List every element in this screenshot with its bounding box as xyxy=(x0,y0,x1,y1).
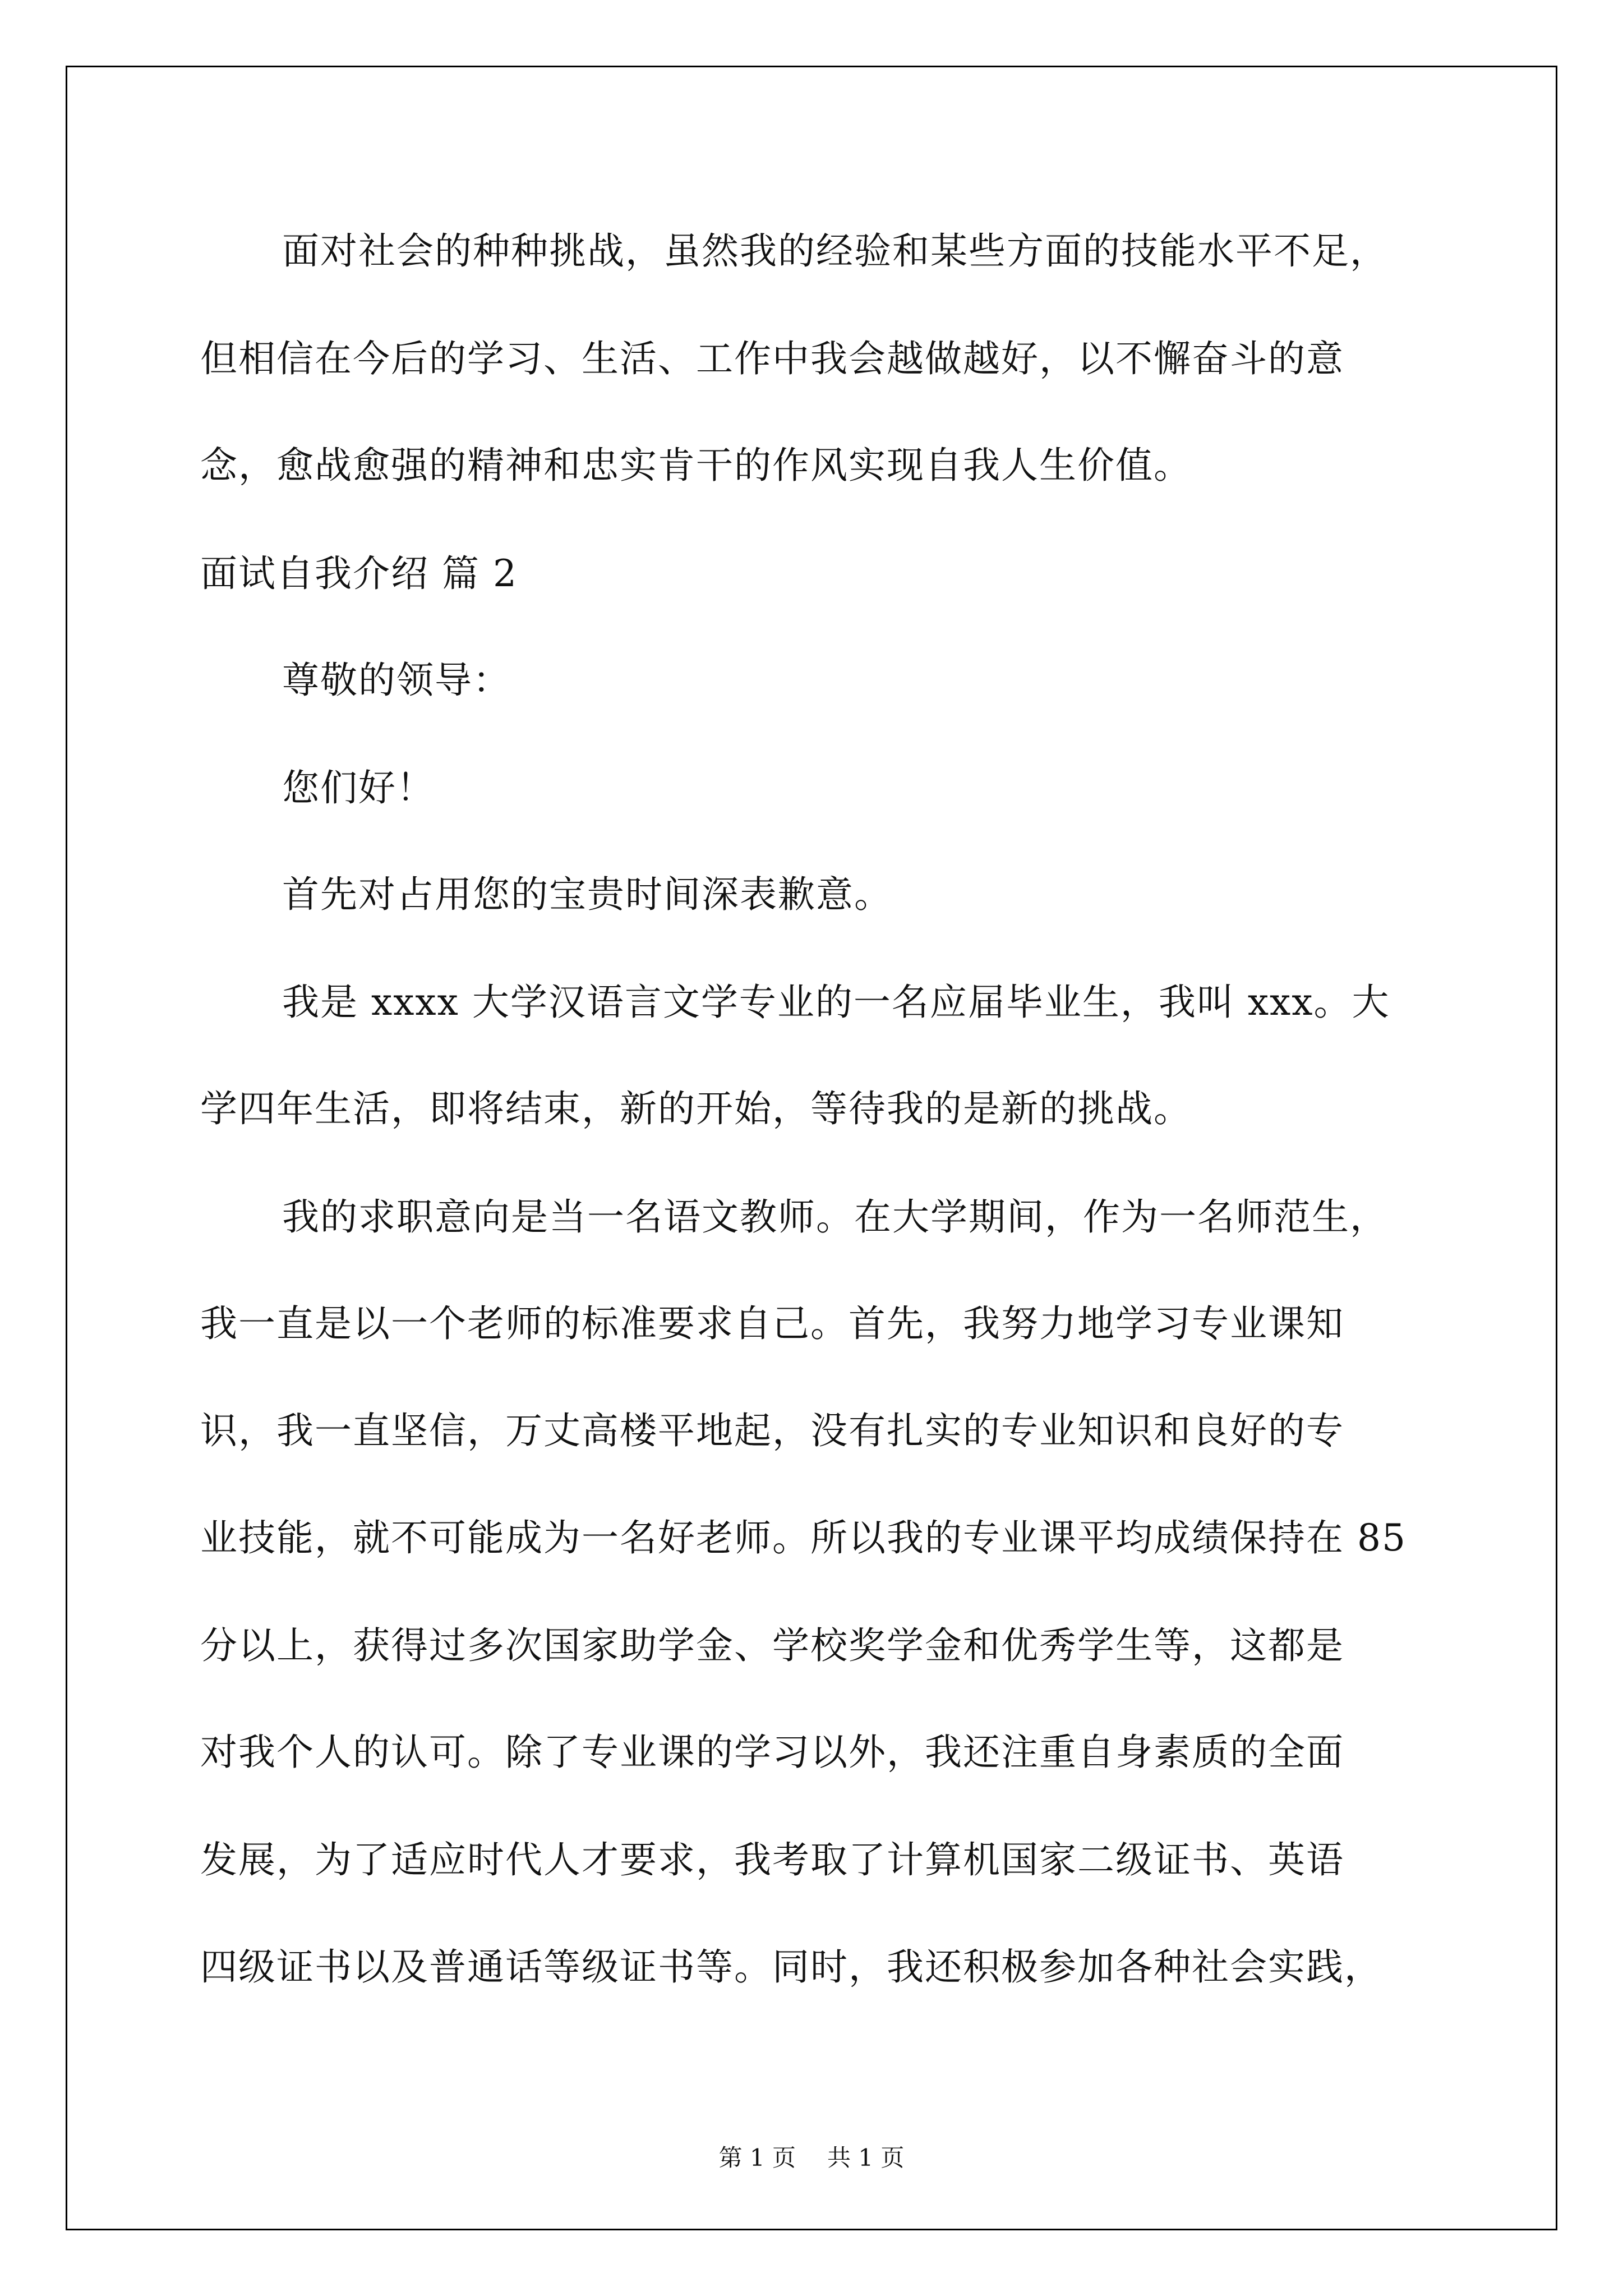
page-total: 共 1 页 xyxy=(827,2144,905,2171)
page-footer xyxy=(0,2144,1623,2172)
paragraph-line: 首先对占用您的宝贵时间深表歉意。 xyxy=(282,873,892,916)
salutation: 尊敬的领导： xyxy=(282,659,511,702)
paragraph-line: 念，愈战愈强的精神和忠实肯干的作风实现自我人生价值。 xyxy=(200,444,1192,487)
section-heading: 面试自我介绍 篇 2 xyxy=(200,552,518,595)
page-number: 第 1 页 xyxy=(718,2144,796,2171)
paragraph-line: 发展，为了适应时代人才要求，我考取了计算机国家二级证书、英语 xyxy=(200,1838,1344,1881)
paragraph-line: 我是 xxxx 大学汉语言文学专业的一名应届毕业生，我叫 xxx。大 xyxy=(282,981,1390,1024)
paragraph-line: 面对社会的种种挑战，虽然我的经验和某些方面的技能水平不足， xyxy=(282,229,1388,273)
page-border xyxy=(66,66,1557,2230)
greeting: 您们好！ xyxy=(282,766,435,809)
paragraph-line: 业技能，就不可能成为一名好老师。所以我的专业课平均成绩保持在 85 xyxy=(200,1516,1407,1559)
paragraph-line: 四级证书以及普通话等级证书等。同时，我还积极参加各种社会实践， xyxy=(200,1945,1382,1989)
paragraph-line: 我一直是以一个老师的标准要求自己。首先，我努力地学习专业课知 xyxy=(200,1302,1344,1345)
paragraph-line: 识，我一直坚信，万丈高楼平地起，没有扎实的专业知识和良好的专 xyxy=(200,1409,1344,1452)
paragraph-line: 我的求职意向是当一名语文教师。在大学期间，作为一名师范生， xyxy=(282,1195,1388,1239)
paragraph-line: 对我个人的认可。除了专业课的学习以外，我还注重自身素质的全面 xyxy=(200,1731,1344,1774)
paragraph-line: 学四年生活，即将结束，新的开始，等待我的是新的挑战。 xyxy=(200,1087,1192,1130)
paragraph-line: 分以上，获得过多次国家助学金、学校奖学金和优秀学生等，这都是 xyxy=(200,1624,1344,1667)
paragraph-line: 但相信在今后的学习、生活、工作中我会越做越好，以不懈奋斗的意 xyxy=(200,337,1344,380)
